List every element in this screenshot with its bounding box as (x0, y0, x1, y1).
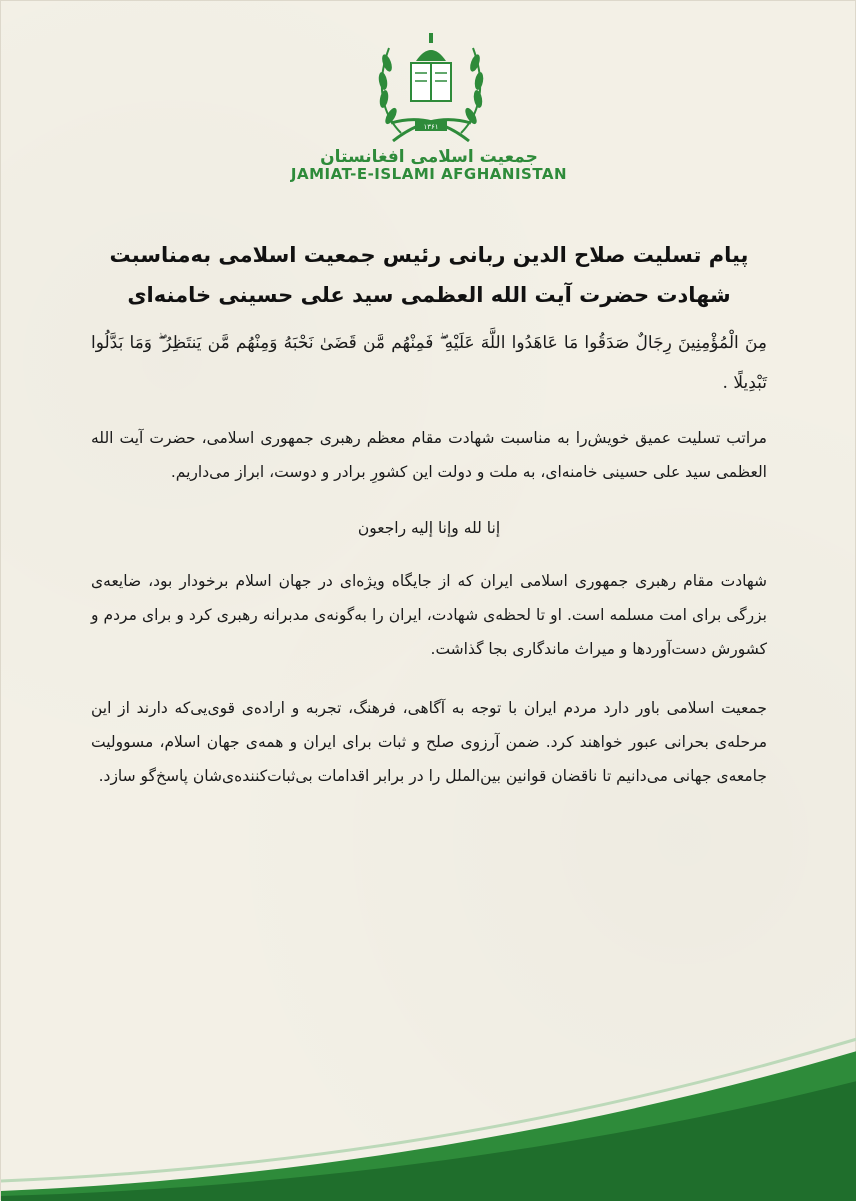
org-name-en: JAMIAT-E-ISLAMI AFGHANISTAN (290, 165, 568, 183)
footer-swoosh (1, 1021, 856, 1201)
jamiat-emblem-icon (371, 23, 491, 153)
svg-text:۱۳۶۱: ۱۳۶۱ (423, 123, 439, 131)
dua-line: إنا لله وإنا إليه راجعون (357, 519, 501, 537)
paragraph-3: جمعیت اسلامی باور دارد مردم ایران با توجه به آگاهی، فرهنگ، تجربه و اراده‌ی قوی‌یی‌که دارند از این مرحله‌ی بحرانی عبور خواهند کرد. ضمن آرزوی صلح و ثبات برای ایران و همه‌ی جهان اسلام، مسوولیت جامعه‌ی جهانی می‌دانیم تا ناقضان قوانین بین‌الملل را در برابر اقدامات بی‌ثبات‌کننده‌ی‌شان پاسخ‌گو سازد. (91, 699, 767, 785)
page-title: پیام تسلیت صلاح الدین ربانی رئیس جمعیت اسلامی به‌مناسبت شهادت حضرت آیت الله العظمی سید علی حسینی خامنه‌ای (109, 243, 749, 307)
quran-verse: مِنَ الْمُؤْمِنِينَ رِجَالٌ صَدَقُوا مَا عَاهَدُوا اللَّهَ عَلَيْهِ ۖ فَمِنْهُم مَّن قَضَىٰ نَحْبَهُ وَمِنْهُم مَّن يَنتَظِرُ ۖ وَمَا بَدَّلُوا تَبْدِيلًا . (91, 333, 767, 393)
paragraph-1: مراتب تسلیت عمیق خویش‌را به مناسبت شهادت مقام معظم رهبری جمهوری اسلامی، حضرت آیت الله العظمی سید علی حسینی خامنه‌ای، به ملت و دولت این کشورِ برادر و دوست، ابراز می‌داریم. (91, 429, 767, 481)
paragraph-2: شهادت مقام رهبری جمهوری اسلامی ایران که از جایگاه ویژه‌ای در جهان اسلام برخودار بود، ضایعه‌ی بزرگی برای امت مسلمه است. او تا لحظه‌ی شهادت، ایران را به‌گونه‌ی مدبرانه رهبری کرد و برای مردم و کشورش دست‌آوردها و میراث ماندگاری بجا گذاشت. (91, 572, 767, 658)
org-name-fa: جمعیت اسلامی افغانستان (320, 147, 538, 167)
